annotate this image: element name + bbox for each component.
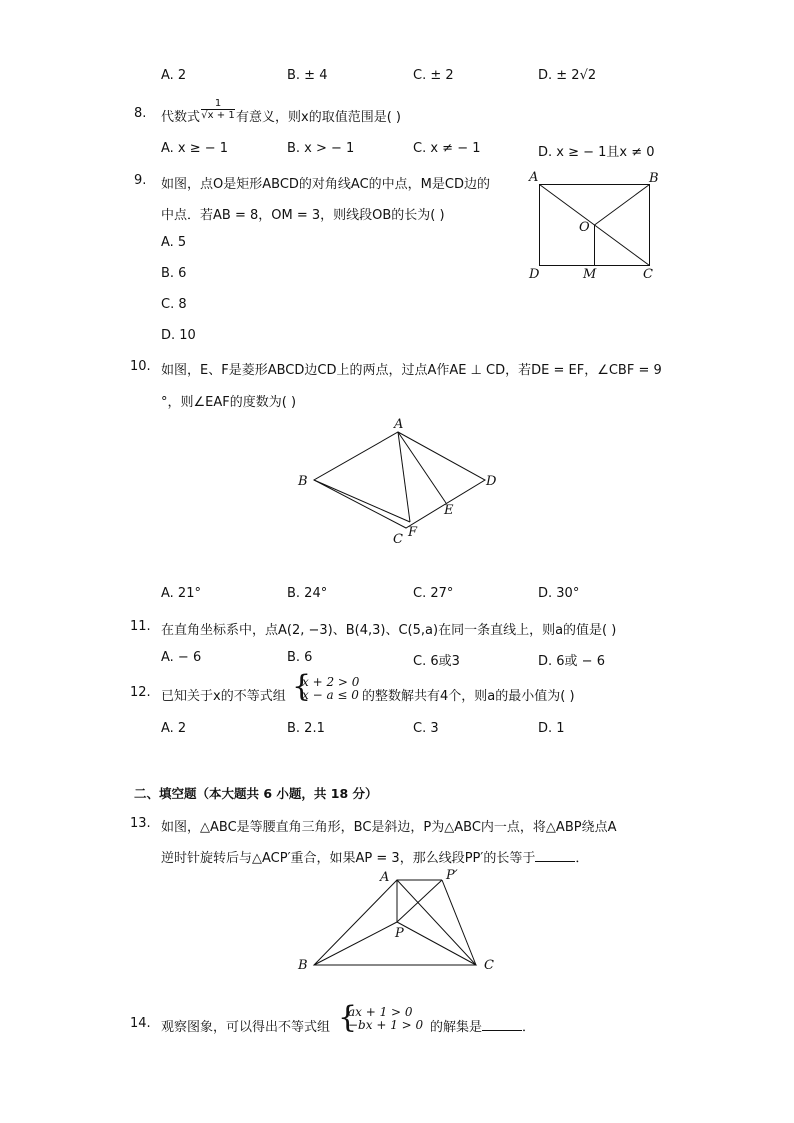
q12-system-line1: x + 2 > 0 [302,675,360,689]
q7-option-d: D. ± 2√2 [538,68,597,83]
q8-option-b: B. x > − 1 [287,141,355,156]
q13-label-p: P [395,926,404,941]
q10-stem-line1: 如图，E、F是菱形ABCD边CD上的两点，过点A作AE ⊥ CD，若DE = EF，∠CBF = 9 [161,363,662,378]
q10-segment-ae [398,432,446,503]
q9-label-c: C [643,267,653,282]
q13-segment-bp [314,922,397,965]
q10-number: 10. [130,359,151,374]
q10-label-a: A [394,417,404,432]
q8-stem-post: 有意义，则x的取值范围是( ) [236,110,401,125]
q14-system [348,1006,423,1032]
q11-option-c: C. 6或3 [413,654,460,669]
q8-fraction [201,98,235,122]
q13-segment-p2c [442,880,476,965]
q13-segment-pc [397,922,476,965]
q10-label-d: D [486,474,497,489]
q12-number: 12. [130,685,151,700]
q10-label-c: C [393,532,403,547]
q12-stem-pre: 已知关于x的不等式组 [161,689,286,704]
q8-number: 8. [134,106,147,121]
q12-option-a: A. 2 [161,721,187,736]
q13-stem-line2 [161,847,588,866]
q11-number: 11. [130,619,151,634]
q8-frac-den: √x + 1 [201,110,235,121]
q14-stem-post: 的解集是 [430,1020,483,1035]
q13-number: 13. [130,816,151,831]
q9-option-b: B. 6 [161,266,187,281]
q10-label-b: B [298,474,308,489]
q9-option-c: C. 8 [161,297,187,312]
q11-option-b: B. 6 [287,650,313,665]
section-2-title: 二、填空题（本大题共 6 小题，共 18 分） [134,786,378,801]
q9-label-d: D [529,267,540,282]
q13-triangle-figure [290,865,510,980]
q8-option-c: C. x ≠ − 1 [413,141,481,156]
q13-stem-line2-text: 逆时针旋转后与△ACP′重合，如果AP = 3，那么线段PP′的长等于 [161,851,536,866]
q7-option-a: A. 2 [161,68,187,83]
q10-option-b: B. 24° [287,586,328,601]
q12-option-b: B. 2.1 [287,721,325,736]
q10-segment-af [398,432,410,522]
q9-option-a: A. 5 [161,235,187,250]
q10-option-a: A. 21° [161,586,201,601]
q8-option-d: D. x ≥ − 1且x ≠ 0 [538,145,655,160]
q9-label-m: M [583,267,597,282]
q13-stem-line2-end: ． [575,851,589,866]
q14-stem-pre: 观察图象，可以得出不等式组 [161,1020,331,1035]
q8-stem-pre: 代数式 [161,110,201,125]
q14-answer-blank[interactable] [482,1018,522,1031]
q9-label-b: B [649,171,659,186]
q11-stem: 在直角坐标系中，点A(2, −3)、B(4,3)、C(5,a)在同一条直线上，则a的值是( ) [161,623,617,638]
q14-stem-post-wrap [430,1016,535,1035]
q12-system-line2: x − a ≤ 0 [302,688,359,702]
q12-option-c: C. 3 [413,721,439,736]
q8-frac-num: 1 [214,98,222,109]
q10-option-c: C. 27° [413,586,454,601]
q9-option-d: D. 10 [161,328,196,343]
q10-stem-line2: °，则∠EAF的度数为( ) [161,395,297,410]
q9-label-o: O [579,220,590,235]
q10-label-e: E [444,503,454,518]
q14-system-line2: −bx + 1 > 0 [348,1018,424,1032]
q13-segment-pp2 [397,880,442,922]
q10-option-d: D. 30° [538,586,580,601]
q13-label-p-prime: P′ [446,868,458,883]
q13-stem-line1: 如图，△ABC是等腰直角三角形，BC是斜边，P为△ABC内一点，将△ABP绕点A [161,820,617,835]
q13-label-c: C [484,958,494,973]
q12-brace-icon: { [292,669,312,704]
q8-option-a: A. x ≥ − 1 [161,141,229,156]
q7-option-c: C. ± 2 [413,68,454,83]
q12-option-d: D. 1 [538,721,565,736]
q9-label-a: A [529,170,539,185]
q10-rhombus-figure [290,410,510,550]
q9-rectangle-figure [525,168,665,283]
q12-system [302,676,359,702]
q10-label-f: F [408,525,418,540]
q13-answer-blank[interactable] [535,849,575,862]
q14-brace-icon: { [338,1000,358,1035]
q9-number: 9. [134,173,147,188]
q13-label-a: A [380,870,390,885]
q11-option-d: D. 6或 − 6 [538,654,605,669]
q7-option-b: B. ± 4 [287,68,328,83]
q9-stem-line2: 中点．若AB = 8，OM = 3，则线段OB的长为( ) [161,208,445,223]
q10-segment-bf [314,480,410,522]
q14-stem-end: ． [522,1020,536,1035]
q11-option-a: A. − 6 [161,650,202,665]
q14-number: 14. [130,1016,151,1031]
q13-label-b: B [298,958,308,973]
q9-segment-ob [595,185,650,226]
q14-system-line1: ax + 1 > 0 [348,1005,413,1019]
q12-stem-post: 的整数解共有4个，则a的最小值为( ) [362,689,575,704]
q9-stem-line1: 如图，点O是矩形ABCD的对角线AC的中点，M是CD边的 [161,177,490,192]
